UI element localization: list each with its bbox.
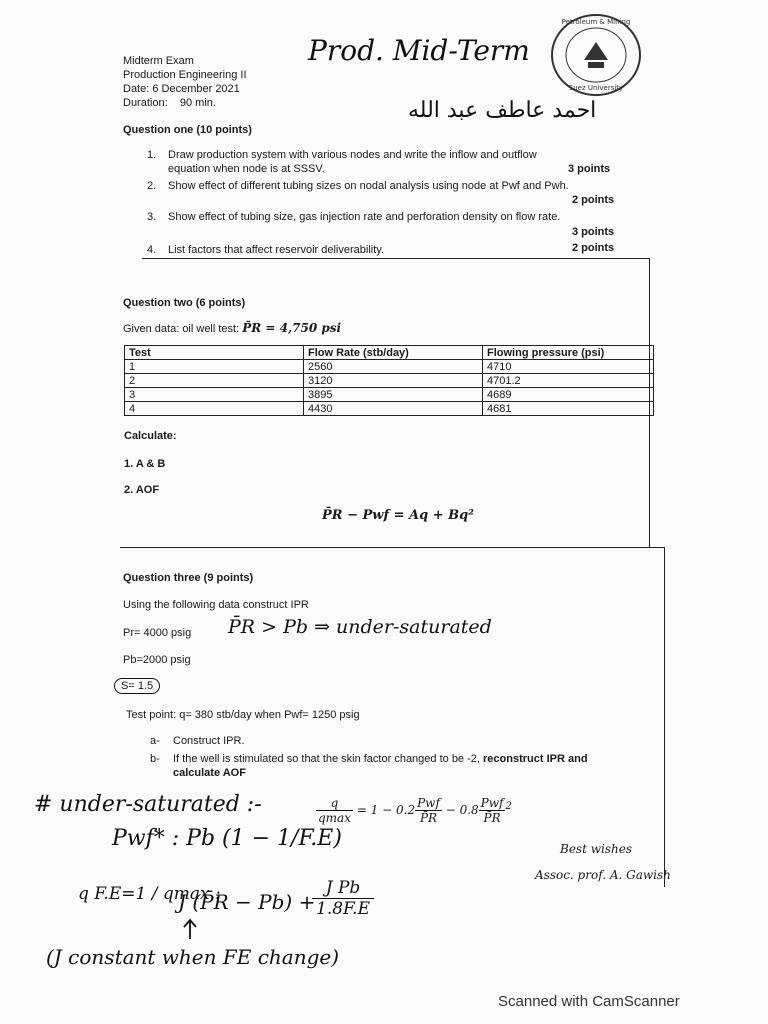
divider <box>142 258 650 259</box>
handwritten-heading: # under-saturated :- <box>34 792 262 817</box>
table-cell: 4 <box>125 402 304 416</box>
vogel-equation <box>316 796 512 825</box>
q1-title: Question one (10 points) <box>123 124 252 136</box>
table-cell: 4681 <box>483 402 654 416</box>
handwritten-note: P̄R > Pb ⇒ under-saturated <box>228 616 492 638</box>
table-cell: 4710 <box>483 360 654 374</box>
q3-task-label: a- <box>150 735 160 747</box>
q3-test-point: Test point: q= 380 stb/day when Pwf= 1250 psig <box>126 709 360 721</box>
vogel-lhs-num: q <box>316 796 353 811</box>
signature-wish: Best wishes <box>560 842 632 856</box>
q3-task-text-cont: calculate AOF <box>173 767 246 779</box>
table-row <box>125 388 654 402</box>
q2-calculate: Calculate: <box>124 430 177 442</box>
vogel-term2-num: Pwf <box>480 796 504 810</box>
table-cell: 3 <box>125 388 304 402</box>
handwritten-pwf-formula: Pwf* : Pb (1 − 1/F.E) <box>112 826 342 851</box>
q1-item-text: List factors that affect reservoir deliverability. <box>168 244 385 256</box>
q2-given <box>123 321 341 335</box>
vogel-minus: − 0.8 <box>445 803 479 817</box>
scanner-watermark: Scanned with CamScanner <box>498 993 680 1010</box>
circled-skin-value: S= 1.5 <box>114 678 160 694</box>
table-row <box>125 402 654 416</box>
vogel-term1-den: P̄R <box>419 811 438 825</box>
q1-item-text: Draw production system with various nodes and write the inflow and outflow <box>168 149 537 161</box>
q2-task: 1. A & B <box>124 458 166 470</box>
q3-task-label: b- <box>150 753 160 765</box>
q1-item-text: Show effect of different tubing sizes on nodal analysis using node at Pwf and Pwh. <box>168 180 569 192</box>
header-duration: Duration: 90 min. <box>123 97 216 109</box>
q1-item-number: 4. <box>147 244 157 256</box>
q3-pb: Pb=2000 psig <box>123 654 191 666</box>
fraction-numerator: J Pb <box>312 878 374 899</box>
table-header-row <box>125 346 654 360</box>
well-test-table <box>124 345 654 416</box>
q2-given-label: Given data: oil well test: <box>123 323 240 335</box>
vogel-term2-den: P̄R <box>483 811 501 825</box>
q2-equation: P̄R − Pwf = Aq + Bq² <box>322 508 474 523</box>
q2-given-pressure: P̄R = 4,750 psi <box>242 321 342 335</box>
vogel-term1-num: Pwf <box>417 796 440 810</box>
vogel-exponent: 2 <box>505 801 512 812</box>
q1-item-points: 2 points <box>572 242 615 254</box>
table-cell: 2 <box>125 374 304 388</box>
q1-item-number: 1. <box>147 149 157 161</box>
handwritten-fraction <box>312 878 374 919</box>
q1-item-number: 2. <box>147 180 157 192</box>
university-seal-logo <box>548 12 644 98</box>
header-line: Date: 6 December 2021 <box>123 83 240 95</box>
column-header: Flowing pressure (psi) <box>483 346 654 360</box>
header-line: Production Engineering II <box>123 69 247 81</box>
margin-line <box>664 547 665 887</box>
fraction-denominator: 1.8F.E <box>316 899 370 919</box>
svg-text:Petroleum & Mining: Petroleum & Mining <box>561 18 631 26</box>
column-header: Flow Rate (stb/day) <box>304 346 483 360</box>
svg-text:Suez University: Suez University <box>568 84 624 92</box>
exam-header <box>123 54 247 110</box>
q3-intro: Using the following data construct IPR <box>123 599 309 611</box>
q3-title: Question three (9 points) <box>123 572 254 584</box>
table-cell: 1 <box>125 360 304 374</box>
handwritten-qmax-formula: J (P̄R − Pb) + <box>178 890 316 914</box>
handwritten-name: احمد عاطف عبد الله <box>408 98 597 123</box>
table-cell: 3895 <box>304 388 483 402</box>
table-cell: 2560 <box>304 360 483 374</box>
q3-task-text: If the well is stimulated so that the skin factor changed to be -2, reconstruct IPR and <box>173 753 588 765</box>
q1-item-points: 3 points <box>572 226 615 238</box>
table-cell: 4701.2 <box>483 374 654 388</box>
table-row <box>125 360 654 374</box>
vogel-mid: = 1 − 0.2 <box>356 803 416 817</box>
handwritten-constant-note: (J constant when FE change) <box>46 945 340 969</box>
q1-item-text: Show effect of tubing size, gas injection rate and perforation density on flow rate. <box>168 211 561 223</box>
table-cell: 4689 <box>483 388 654 402</box>
table-row <box>125 374 654 388</box>
header-line: Midterm Exam <box>123 55 194 67</box>
divider <box>120 547 664 548</box>
q2-task: 2. AOF <box>124 484 160 496</box>
handwritten-qmax-label: q F.E=1 / qmax : <box>78 884 221 904</box>
handwritten-title: Prod. Mid-Term <box>308 34 530 67</box>
q1-item-points: 2 points <box>572 194 615 206</box>
table-cell: 3120 <box>304 374 483 388</box>
q3-task-text: Construct IPR. <box>173 735 245 747</box>
signature-author: Assoc. prof. A. Gawish <box>535 868 671 882</box>
q1-item-points: 3 points <box>568 163 611 175</box>
q1-item-text-cont: equation when node is at SSSV. <box>168 163 325 175</box>
q2-title: Question two (6 points) <box>123 297 246 309</box>
table-cell: 4430 <box>304 402 483 416</box>
vogel-lhs-den: qmax <box>318 811 351 825</box>
q1-item-number: 3. <box>147 211 157 223</box>
arrow-up-icon <box>180 918 200 940</box>
q3-pr: Pr= 4000 psig <box>123 627 192 639</box>
column-header: Test <box>125 346 304 360</box>
